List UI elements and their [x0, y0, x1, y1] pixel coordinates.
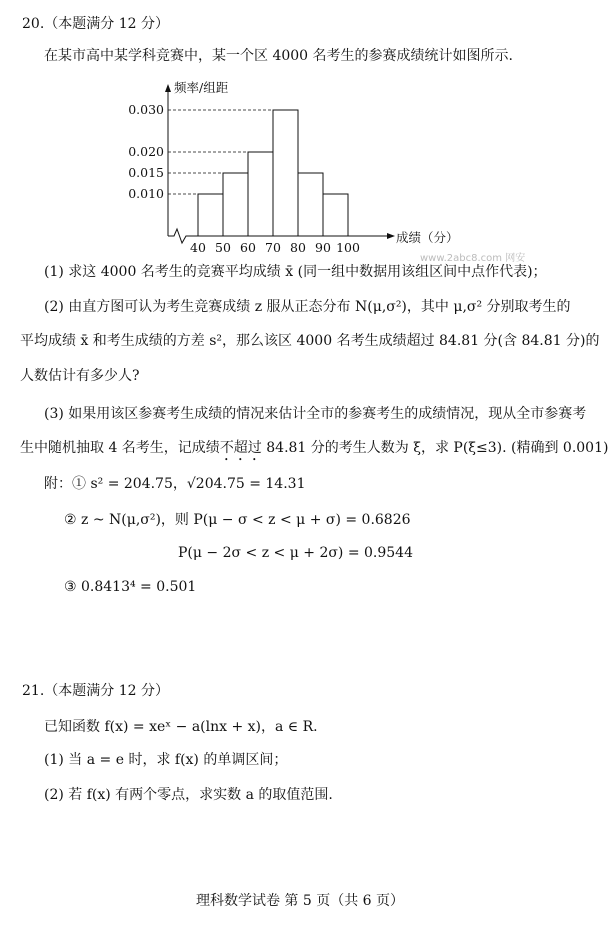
x-tick-label-90: 90 [315, 240, 331, 255]
q20-part2-line1: (2) 由直方图可认为考生竞赛成绩 z 服从正态分布 N(μ,σ²)，其中 μ,σ² 分别取考生的 [44, 299, 571, 315]
q20-part3-line2 [20, 438, 608, 464]
x-tick-label-70: 70 [265, 240, 281, 255]
histogram-bar-40-50 [198, 194, 223, 236]
q20-part3-text-a: 生中随机抽取 4 名考生，记成绩 [20, 440, 220, 456]
histogram-bar-70-80 [273, 110, 298, 236]
q21-part2: (2) 若 f(x) 有两个零点，求实数 a 的取值范围. [44, 787, 333, 803]
q20-part3-line1: (3) 如果用该区参赛考生成绩的情况来估计全市的参赛考生的成绩情况，现从全市参赛考 [44, 406, 587, 422]
watermark: www.2abc8.com 网安 [420, 253, 526, 264]
histogram-bar-80-90 [298, 173, 323, 236]
q20-header: 20.（本题满分 12 分） [22, 16, 169, 32]
y-tick-label-0.030: 0.030 [128, 102, 164, 117]
q21-header: 21.（本题满分 12 分） [22, 683, 169, 699]
note-2: ② z ~ N(μ,σ²)，则 P(μ − σ < z < μ + σ) = 0.6826 [64, 512, 411, 528]
x-tick-label-50: 50 [215, 240, 231, 255]
q20-part3-text-b: 84.81 分的考生人数为 ξ，求 P(ξ≤3). (精确到 0.001) [261, 440, 608, 456]
q20-part2-line2: 平均成绩 x̄ 和考生成绩的方差 s²，那么该区 4000 名考生成绩超过 84.81 分(含 84.81 分)的 [20, 333, 600, 349]
x-tick-label-40: 40 [190, 240, 206, 255]
histogram-bar-50-60 [223, 173, 248, 236]
y-axis-label: 频率/组距 [174, 80, 229, 95]
y-tick-label-0.010: 0.010 [128, 186, 164, 201]
histogram-chart [110, 78, 459, 258]
histogram-bar-60-70 [248, 152, 273, 236]
emphasis-not-exceed: 不超过 [219, 440, 262, 456]
q21-intro: 已知函数 f(x) = xeˣ − a(lnx + x)，a ∈ R. [44, 719, 318, 735]
note-1: 附：① s² = 204.75，√204.75 = 14.31 [44, 476, 306, 492]
x-tick-label-60: 60 [240, 240, 256, 255]
x-axis-label: 成绩（分） [396, 230, 459, 245]
q21-part1: (1) 当 a = e 时，求 f(x) 的单调区间； [44, 752, 288, 768]
x-tick-label-100: 100 [336, 240, 360, 255]
q20-part1: (1) 求这 4000 名考生的竞赛平均成绩 x̄ (同一组中数据用该组区间中点作代表)； [44, 264, 547, 280]
y-tick-label-0.015: 0.015 [128, 165, 164, 180]
q20-part2-line3: 人数估计有多少人? [20, 368, 140, 384]
q20-intro: 在某市高中某学科竞赛中，某一个区 4000 名考生的参赛成绩统计如图所示. [44, 48, 513, 64]
note-3: P(μ − 2σ < z < μ + 2σ) = 0.9544 [178, 545, 413, 561]
y-tick-label-0.020: 0.020 [128, 144, 164, 159]
y-axis-arrow [165, 84, 171, 92]
histogram-bar-90-100 [323, 194, 348, 236]
x-tick-label-80: 80 [290, 240, 306, 255]
note-4: ③ 0.8413⁴ = 0.501 [64, 579, 197, 595]
x-axis-arrow [387, 233, 395, 239]
page-footer: 理科数学试卷 第 5 页（共 6 页） [195, 893, 405, 909]
